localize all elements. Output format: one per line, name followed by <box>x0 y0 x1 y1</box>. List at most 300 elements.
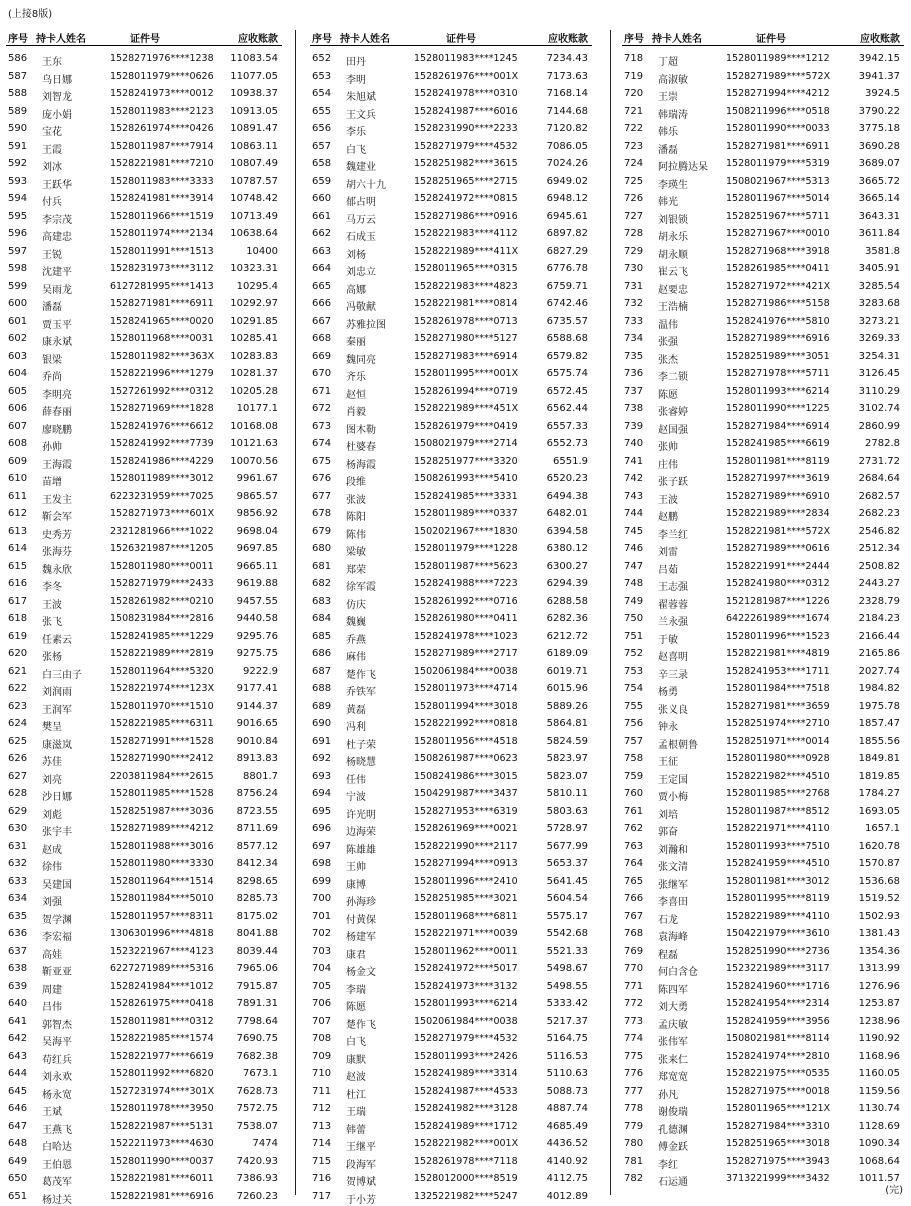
id-number: 1528011989****3012 <box>110 473 214 484</box>
row-seq: 613 <box>8 525 28 537</box>
holder-name: 宝花 <box>42 127 62 138</box>
table-row <box>622 190 904 208</box>
table-row <box>310 575 592 593</box>
row-seq: 679 <box>312 525 332 537</box>
row-seq: 697 <box>312 840 332 852</box>
table-row <box>622 1100 904 1118</box>
id-number: 1528221981****572X <box>726 525 831 537</box>
id-number: 1528011962****0011 <box>414 945 518 957</box>
holder-name: 王志强 <box>658 582 688 593</box>
amount: 7024.26 <box>546 158 588 169</box>
id-number: 1528271976****1238 <box>110 53 214 64</box>
table-row <box>6 873 282 891</box>
amount: 6482.01 <box>546 508 588 519</box>
holder-name: 王斌 <box>42 1107 62 1118</box>
row-seq: 765 <box>624 875 644 887</box>
id-number: 1528221983****4112 <box>414 228 518 239</box>
amount: 1068.64 <box>858 1155 900 1167</box>
id-number: 1528271983****6914 <box>414 350 518 362</box>
row-seq: 709 <box>312 1050 332 1062</box>
id-number: 1528241984****1012 <box>110 980 214 992</box>
table-row <box>310 1118 592 1136</box>
table-row <box>310 593 592 611</box>
row-seq: 731 <box>624 280 644 292</box>
id-number: 2203811984****2615 <box>110 770 214 782</box>
holder-name: 黄磊 <box>346 704 366 716</box>
holder-name: 刘亮 <box>42 774 62 786</box>
row-seq: 773 <box>624 1015 644 1027</box>
row-seq: 660 <box>312 193 332 204</box>
table-row <box>310 1030 592 1048</box>
row-seq: 732 <box>624 298 644 309</box>
amount: 3665.14 <box>858 193 900 204</box>
table-row <box>310 225 592 243</box>
amount: 9016.65 <box>236 718 278 729</box>
amount: 5728.97 <box>546 823 588 834</box>
table-row <box>622 313 904 331</box>
id-number: 1528011973****4714 <box>414 683 518 694</box>
row-seq: 633 <box>8 875 28 887</box>
holder-name: 张子跃 <box>658 477 688 488</box>
table-row <box>310 400 592 418</box>
row-seq: 614 <box>8 543 28 554</box>
amount: 6520.23 <box>546 473 588 484</box>
amount: 5521.33 <box>546 945 588 957</box>
table-row <box>622 488 904 506</box>
holder-name: 庞小娟 <box>42 109 72 121</box>
amount: 5498.67 <box>546 963 588 974</box>
row-seq: 721 <box>624 105 644 117</box>
holder-name: 任素云 <box>42 634 72 646</box>
table-row <box>310 768 592 786</box>
holder-name: 肖毅 <box>346 407 366 418</box>
holder-name: 胡永顺 <box>658 249 688 261</box>
amount: 9275.75 <box>236 648 278 659</box>
row-seq: 615 <box>8 560 28 572</box>
id-number: 1528241982****3128 <box>414 1103 518 1114</box>
id-number: 1528221989****451X <box>414 403 519 414</box>
holder-name: 张义良 <box>658 704 688 716</box>
table-rows <box>622 50 904 1188</box>
row-seq: 662 <box>312 228 332 239</box>
id-number: 1528221981****6916 <box>110 1190 214 1202</box>
id-number: 1528241981****3914 <box>110 193 214 204</box>
id-number: 1528011980****3330 <box>110 858 214 869</box>
amount: 7260.23 <box>236 1190 278 1202</box>
amount: 10891.47 <box>230 123 278 134</box>
holder-name: 段维 <box>346 477 366 488</box>
table-row <box>310 208 592 226</box>
table-row <box>310 260 592 278</box>
id-number: 1528221991****2444 <box>726 560 830 572</box>
holder-name: 刘银锁 <box>658 214 688 226</box>
row-seq: 756 <box>624 718 644 729</box>
table-row <box>310 1013 592 1031</box>
holder-name: 任伟 <box>346 774 366 786</box>
id-number: 1528221982****001X <box>414 1138 519 1149</box>
amount: 1784.27 <box>858 788 900 799</box>
row-seq: 745 <box>624 525 644 537</box>
holder-name: 张帅 <box>658 442 678 453</box>
amount: 9010.84 <box>236 735 278 747</box>
table-row <box>6 103 282 121</box>
id-number: 1528251985****3021 <box>414 893 518 904</box>
header-id: 证件号 <box>756 34 786 45</box>
holder-name: 张睿婷 <box>658 407 688 418</box>
amount: 6735.57 <box>546 315 588 327</box>
amount: 6288.58 <box>546 595 588 607</box>
id-number: 1528011979****5319 <box>726 158 830 169</box>
holder-name: 石成玉 <box>346 232 376 243</box>
row-seq: 587 <box>8 70 28 82</box>
amount: 2546.82 <box>858 525 900 537</box>
row-seq: 604 <box>8 368 28 379</box>
holder-name: 付兵 <box>42 197 62 208</box>
id-number: 1528011968****0031 <box>110 333 214 344</box>
id-number: 1528251965****3018 <box>726 1138 830 1149</box>
amount: 6394.58 <box>546 525 588 537</box>
row-seq: 759 <box>624 770 644 782</box>
table-row <box>622 593 904 611</box>
row-seq: 653 <box>312 70 332 82</box>
table-row <box>622 278 904 296</box>
table-row <box>310 365 592 383</box>
table-row <box>6 278 282 296</box>
amount: 1276.96 <box>858 980 900 992</box>
header-id: 证件号 <box>130 34 160 45</box>
row-seq: 629 <box>8 805 28 817</box>
amount: 1168.96 <box>858 1050 900 1062</box>
id-number: 1528241987****4533 <box>414 1085 518 1097</box>
id-number: 1528011967****5014 <box>726 193 830 204</box>
row-seq: 673 <box>312 420 332 432</box>
table-row <box>622 890 904 908</box>
id-number: 1528011981****0312 <box>110 1015 214 1027</box>
table-row <box>310 68 592 86</box>
id-number: 1528271986****0916 <box>414 210 518 222</box>
id-number: 1528011989****1212 <box>726 53 830 64</box>
table-row <box>310 1083 592 1101</box>
table-row <box>6 785 282 803</box>
table-row <box>622 523 904 541</box>
amount: 6575.74 <box>546 368 588 379</box>
id-number: 1528271984****6914 <box>726 420 830 432</box>
table-row <box>6 418 282 436</box>
holder-name: 史秀芳 <box>42 529 72 541</box>
holder-name: 庄伟 <box>658 459 678 471</box>
amount: 6776.78 <box>546 263 588 274</box>
holder-name: 石运通 <box>658 1177 688 1188</box>
table-row <box>310 1170 592 1188</box>
amount: 6294.39 <box>546 578 588 589</box>
holder-name: 潘磊 <box>658 144 678 156</box>
id-number: 1528221989****411X <box>414 245 519 257</box>
amount: 7628.73 <box>236 1085 278 1097</box>
table-row <box>622 418 904 436</box>
table-row <box>6 768 282 786</box>
amount: 7798.64 <box>236 1015 278 1027</box>
amount: 7420.93 <box>236 1155 278 1167</box>
row-seq: 600 <box>8 298 28 309</box>
table-row <box>6 1135 282 1153</box>
amount: 9698.04 <box>236 525 278 537</box>
holder-name: 王浩楠 <box>658 302 688 313</box>
id-number: 1528221981****7210 <box>110 158 214 169</box>
row-seq: 715 <box>312 1155 332 1167</box>
table-row <box>310 715 592 733</box>
id-number: 1528011989****0337 <box>414 508 518 519</box>
amount: 1570.87 <box>858 858 900 869</box>
table-row <box>310 820 592 838</box>
row-seq: 644 <box>8 1068 28 1079</box>
id-number: 1528241987****6016 <box>414 105 518 117</box>
holder-name: 傅金跃 <box>658 1142 688 1153</box>
amount: 2508.82 <box>858 560 900 572</box>
amount: 5803.63 <box>546 805 588 817</box>
table-row <box>6 855 282 873</box>
row-seq: 625 <box>8 735 28 747</box>
row-seq: 677 <box>312 490 332 502</box>
table-section-3 <box>622 25 904 1195</box>
amount: 2682.23 <box>858 508 900 519</box>
amount: 1159.56 <box>858 1085 900 1097</box>
table-row <box>6 1118 282 1136</box>
table-row <box>310 803 592 821</box>
amount: 8041.88 <box>236 928 278 939</box>
holder-name: 李宏福 <box>42 932 72 943</box>
table-row <box>310 1153 592 1171</box>
amount: 1190.92 <box>858 1033 900 1044</box>
holder-name: 廖晓鹏 <box>42 424 72 436</box>
table-row <box>6 50 282 68</box>
id-number: 1528221981****0814 <box>414 298 518 309</box>
amount: 2165.86 <box>858 648 900 659</box>
row-seq: 592 <box>8 158 28 169</box>
row-seq: 734 <box>624 333 644 344</box>
amount: 5217.37 <box>546 1015 588 1027</box>
holder-name: 付黄保 <box>346 914 376 926</box>
amount: 7915.87 <box>236 980 278 992</box>
holder-name: 王瑞 <box>346 1107 366 1118</box>
amount: 7538.07 <box>236 1120 278 1132</box>
id-number: 1528241976****5810 <box>726 315 830 327</box>
row-seq: 665 <box>312 280 332 292</box>
id-number: 1528011964****5320 <box>110 665 214 677</box>
holder-name: 齐乐 <box>346 372 366 383</box>
amount: 1849.81 <box>858 753 900 764</box>
row-seq: 628 <box>8 788 28 799</box>
holder-name: 宁波 <box>346 792 366 803</box>
amount: 3690.28 <box>858 140 900 152</box>
row-seq: 649 <box>8 1155 28 1167</box>
amount: 8711.69 <box>236 823 278 834</box>
row-seq: 659 <box>312 175 332 187</box>
amount: 9856.92 <box>236 508 278 519</box>
row-seq: 642 <box>8 1033 28 1044</box>
amount: 4112.75 <box>546 1173 588 1184</box>
row-seq: 626 <box>8 753 28 764</box>
amount: 5575.17 <box>546 910 588 922</box>
id-number: 1528221996****1279 <box>110 368 214 379</box>
table-row <box>310 243 592 261</box>
row-seq: 781 <box>624 1155 644 1167</box>
amount: 6300.27 <box>546 560 588 572</box>
row-seq: 695 <box>312 805 332 817</box>
id-number: 1528241989****1712 <box>414 1120 518 1132</box>
amount: 1536.68 <box>858 875 900 887</box>
row-seq: 605 <box>8 385 28 397</box>
row-seq: 707 <box>312 1015 332 1027</box>
id-number: 1528241985****1229 <box>110 630 214 642</box>
holder-name: 赵恒 <box>346 389 366 401</box>
row-seq: 733 <box>624 315 644 327</box>
table-row <box>6 435 282 453</box>
amount: 3110.29 <box>858 385 900 397</box>
amount: 10070.56 <box>230 455 278 467</box>
holder-name: 吕茹 <box>658 564 678 576</box>
row-seq: 631 <box>8 840 28 852</box>
id-number: 1528011988****3016 <box>110 840 214 852</box>
row-seq: 635 <box>8 910 28 922</box>
row-seq: 750 <box>624 613 644 624</box>
id-number: 1528231973****3112 <box>110 263 214 274</box>
row-seq: 596 <box>8 228 28 239</box>
row-seq: 719 <box>624 70 644 82</box>
holder-name: 魏同亮 <box>346 354 376 366</box>
end-mark: (完) <box>885 1185 903 1196</box>
row-seq: 702 <box>312 928 332 939</box>
table-row <box>622 348 904 366</box>
table-row <box>6 838 282 856</box>
id-number: 1528241978****0310 <box>414 88 518 99</box>
table-row <box>6 575 282 593</box>
table-row <box>6 488 282 506</box>
holder-name: 刘忠立 <box>346 267 376 278</box>
id-number: 1528011983****2123 <box>110 105 214 117</box>
id-number: 1528241972****5017 <box>414 963 518 974</box>
row-seq: 690 <box>312 718 332 729</box>
amount: 6572.45 <box>546 385 588 397</box>
table-row <box>6 505 282 523</box>
amount: 1857.47 <box>858 718 900 729</box>
amount: 7086.05 <box>546 140 588 152</box>
id-number: 1528011990****0037 <box>110 1155 214 1167</box>
row-seq: 620 <box>8 648 28 659</box>
table-row <box>622 838 904 856</box>
row-seq: 678 <box>312 508 332 519</box>
table-row <box>622 645 904 663</box>
table-row <box>6 348 282 366</box>
row-seq: 641 <box>8 1015 28 1027</box>
id-number: 1528271989****0616 <box>726 543 830 554</box>
holder-name: 贾玉平 <box>42 319 72 331</box>
amount: 10281.37 <box>230 368 278 379</box>
holder-name: 孟庆敏 <box>658 1019 688 1031</box>
table-row <box>6 558 282 576</box>
amount: 9619.88 <box>236 578 278 589</box>
holder-name: 胡六十九 <box>346 179 386 191</box>
amount: 7168.14 <box>546 88 588 99</box>
table-row <box>310 470 592 488</box>
holder-name: 白哈达 <box>42 1142 72 1153</box>
amount: 10787.57 <box>230 175 278 187</box>
holder-name: 王波 <box>658 494 678 506</box>
holder-name: 张杨 <box>42 652 62 663</box>
amount: 1381.43 <box>858 928 900 939</box>
row-seq: 674 <box>312 438 332 449</box>
table-row <box>6 978 282 996</box>
table-row <box>310 733 592 751</box>
amount: 7144.68 <box>546 105 588 117</box>
holder-name: 苗增 <box>42 477 62 488</box>
row-seq: 705 <box>312 980 332 992</box>
id-number: 1528271981****6911 <box>110 298 214 309</box>
id-number: 1508021979****2714 <box>414 438 518 449</box>
row-seq: 686 <box>312 648 332 659</box>
row-seq: 627 <box>8 770 28 782</box>
holder-name: 苏佳 <box>42 757 62 768</box>
amount: 9457.55 <box>236 595 278 607</box>
table-row <box>622 663 904 681</box>
holder-name: 孔德渊 <box>658 1124 688 1136</box>
holder-name: 杨永宽 <box>42 1089 72 1101</box>
id-number: 1528261982****0210 <box>110 595 214 607</box>
row-seq: 701 <box>312 910 332 922</box>
amount: 7673.1 <box>243 1068 278 1079</box>
holder-name: 高淑敏 <box>658 74 688 86</box>
row-seq: 778 <box>624 1103 644 1114</box>
row-seq: 764 <box>624 858 644 869</box>
table-section-1 <box>6 25 282 1206</box>
amount: 9177.41 <box>236 683 278 694</box>
holder-name: 徐军霞 <box>346 582 376 593</box>
row-seq: 622 <box>8 683 28 694</box>
amount: 1855.56 <box>858 735 900 747</box>
holder-name: 薛春丽 <box>42 407 72 418</box>
amount: 1313.99 <box>858 963 900 974</box>
amount: 6897.82 <box>546 228 588 239</box>
holder-name: 秦丽 <box>346 337 366 348</box>
amount: 6742.46 <box>546 298 588 309</box>
row-seq: 616 <box>8 578 28 589</box>
holder-name: 张强 <box>658 337 678 348</box>
row-seq: 608 <box>8 438 28 449</box>
holder-name: 赵喜明 <box>658 652 688 663</box>
id-number: 1502061984****0038 <box>414 1015 518 1027</box>
table-row <box>310 330 592 348</box>
amount: 6189.09 <box>546 648 588 659</box>
id-number: 1528251967****5711 <box>726 210 830 222</box>
row-seq: 737 <box>624 385 644 397</box>
table-row <box>622 435 904 453</box>
row-seq: 711 <box>312 1085 332 1097</box>
table-row <box>622 698 904 716</box>
table-row <box>622 785 904 803</box>
id-number: 1528221971****4110 <box>726 823 830 834</box>
id-number: 1508211996****0518 <box>726 105 830 117</box>
table-row <box>622 978 904 996</box>
id-number: 1528271997****3619 <box>726 473 830 484</box>
holder-name: 贾小梅 <box>658 792 688 803</box>
id-number: 1528011992****6820 <box>110 1068 214 1079</box>
id-number: 1528011993****6214 <box>414 998 518 1009</box>
holder-name: 刘智龙 <box>42 92 72 103</box>
row-seq: 774 <box>624 1033 644 1044</box>
amount: 5498.55 <box>546 980 588 992</box>
table-row <box>622 960 904 978</box>
holder-name: 张伟军 <box>658 1037 688 1048</box>
holder-name: 王发主 <box>42 494 72 506</box>
